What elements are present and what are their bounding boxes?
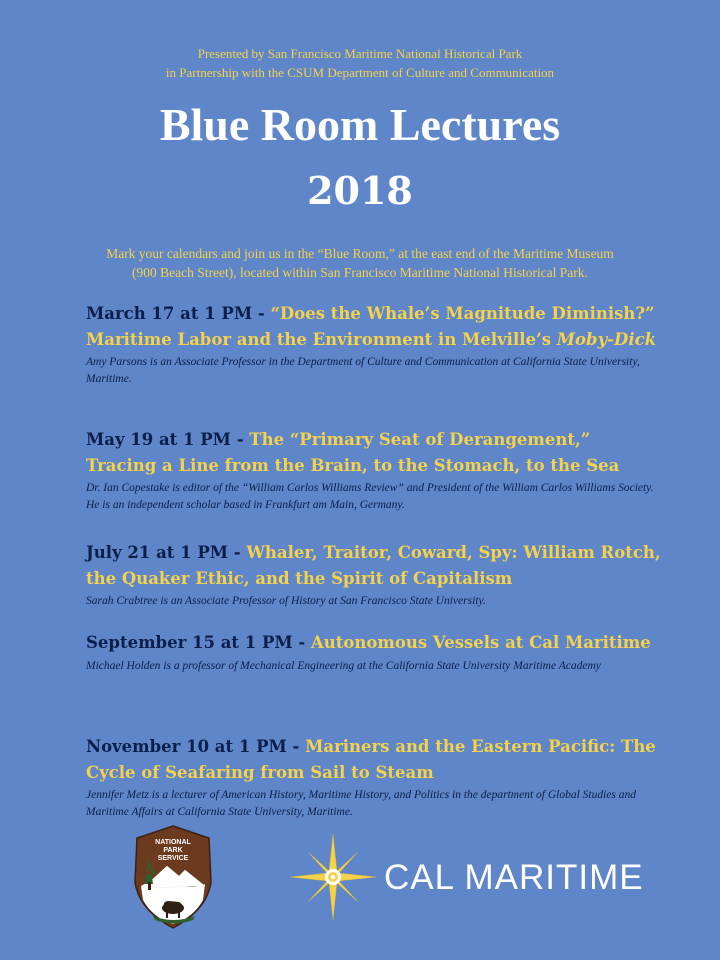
- lecture-2: [86, 427, 666, 514]
- lecture-1: [86, 301, 666, 388]
- lecture-date: March 17 at 1 PM -: [86, 304, 271, 323]
- page-year: 2018: [307, 168, 413, 213]
- speaker-bio: Dr. Ian Copestake is editor of the “William Carlos Williams Review” and President of the William Carlos Williams Society. He is an independent scholar based in Frankfurt am Main, Germany.: [86, 482, 654, 511]
- speaker-bio: Sarah Crabtree is an Associate Professor of History at San Francisco State University.: [86, 595, 486, 607]
- nps-text-national: NATIONAL: [155, 839, 191, 846]
- intro-text: Mark your calendars and join us in the “Blue Room,” at the east end of the Maritime Museum (900 Beach Street), located within San Francisco Maritime National Historical Park.: [106, 246, 614, 280]
- speaker-bio: Michael Holden is a professor of Mechanical Engineering at the California State University Maritime Academy: [86, 659, 601, 672]
- lecture-5: [86, 734, 666, 821]
- presenter-line-1: Presented by San Francisco Maritime National Historical Park: [197, 46, 523, 61]
- lecture-title: Autonomous Vessels at Cal Maritime: [311, 633, 651, 652]
- lecture-3: [86, 540, 666, 610]
- lecture-4: [86, 630, 666, 675]
- lecture-date: July 21 at 1 PM -: [86, 543, 247, 562]
- compass-star-icon: [288, 832, 378, 922]
- lecture-heading: [86, 301, 666, 352]
- lecture-heading: [86, 540, 666, 591]
- speaker-bio: Amy Parsons is an Associate Professor in the Department of Culture and Communication at California State University, Maritime.: [86, 356, 640, 385]
- lecture-title-book: Moby-Dick: [556, 329, 657, 349]
- cal-maritime-logo-text: CAL MARITIME: [384, 858, 644, 897]
- lecture-title: Whaler, Traitor, Coward, Spy: William Rotch, the Quaker Ethic, and the Spirit of Capitalism: [86, 543, 661, 588]
- nps-text-service: SERVICE: [157, 855, 189, 862]
- national-park-service-arrowhead-logo: [133, 824, 213, 930]
- lecture-title: Mariners and the Eastern Pacific: The Cycle of Seafaring from Sail to Steam: [86, 737, 656, 782]
- lecture-heading: [86, 630, 666, 656]
- lecture-date: November 10 at 1 PM -: [86, 737, 306, 756]
- lecture-heading: [86, 427, 666, 478]
- lecture-heading: [86, 734, 666, 785]
- nps-text-park: PARK: [163, 847, 183, 854]
- lecture-title: “Does the Whale’s Magnitude Diminish?” Maritime Labor and the Environment in Melville’s: [86, 304, 655, 349]
- presenter-line-2: in Partnership with the CSUM Department of Culture and Communication: [165, 65, 555, 80]
- lecture-title: The “Primary Seat of Derangement,” Tracing a Line from the Brain, to the Stomach, to the Sea: [86, 430, 620, 475]
- lecture-date: May 19 at 1 PM -: [86, 430, 250, 449]
- logos-row: [0, 822, 720, 932]
- page-title: Blue Room Lectures: [159, 99, 561, 150]
- speaker-bio: Jennifer Metz is a lecturer of American History, Maritime History, and Politics in the department of Global Studies and Maritime Affairs at California State University, Maritime.: [86, 789, 637, 818]
- lecture-date: September 15 at 1 PM -: [86, 633, 311, 652]
- presenter-header: [0, 44, 720, 82]
